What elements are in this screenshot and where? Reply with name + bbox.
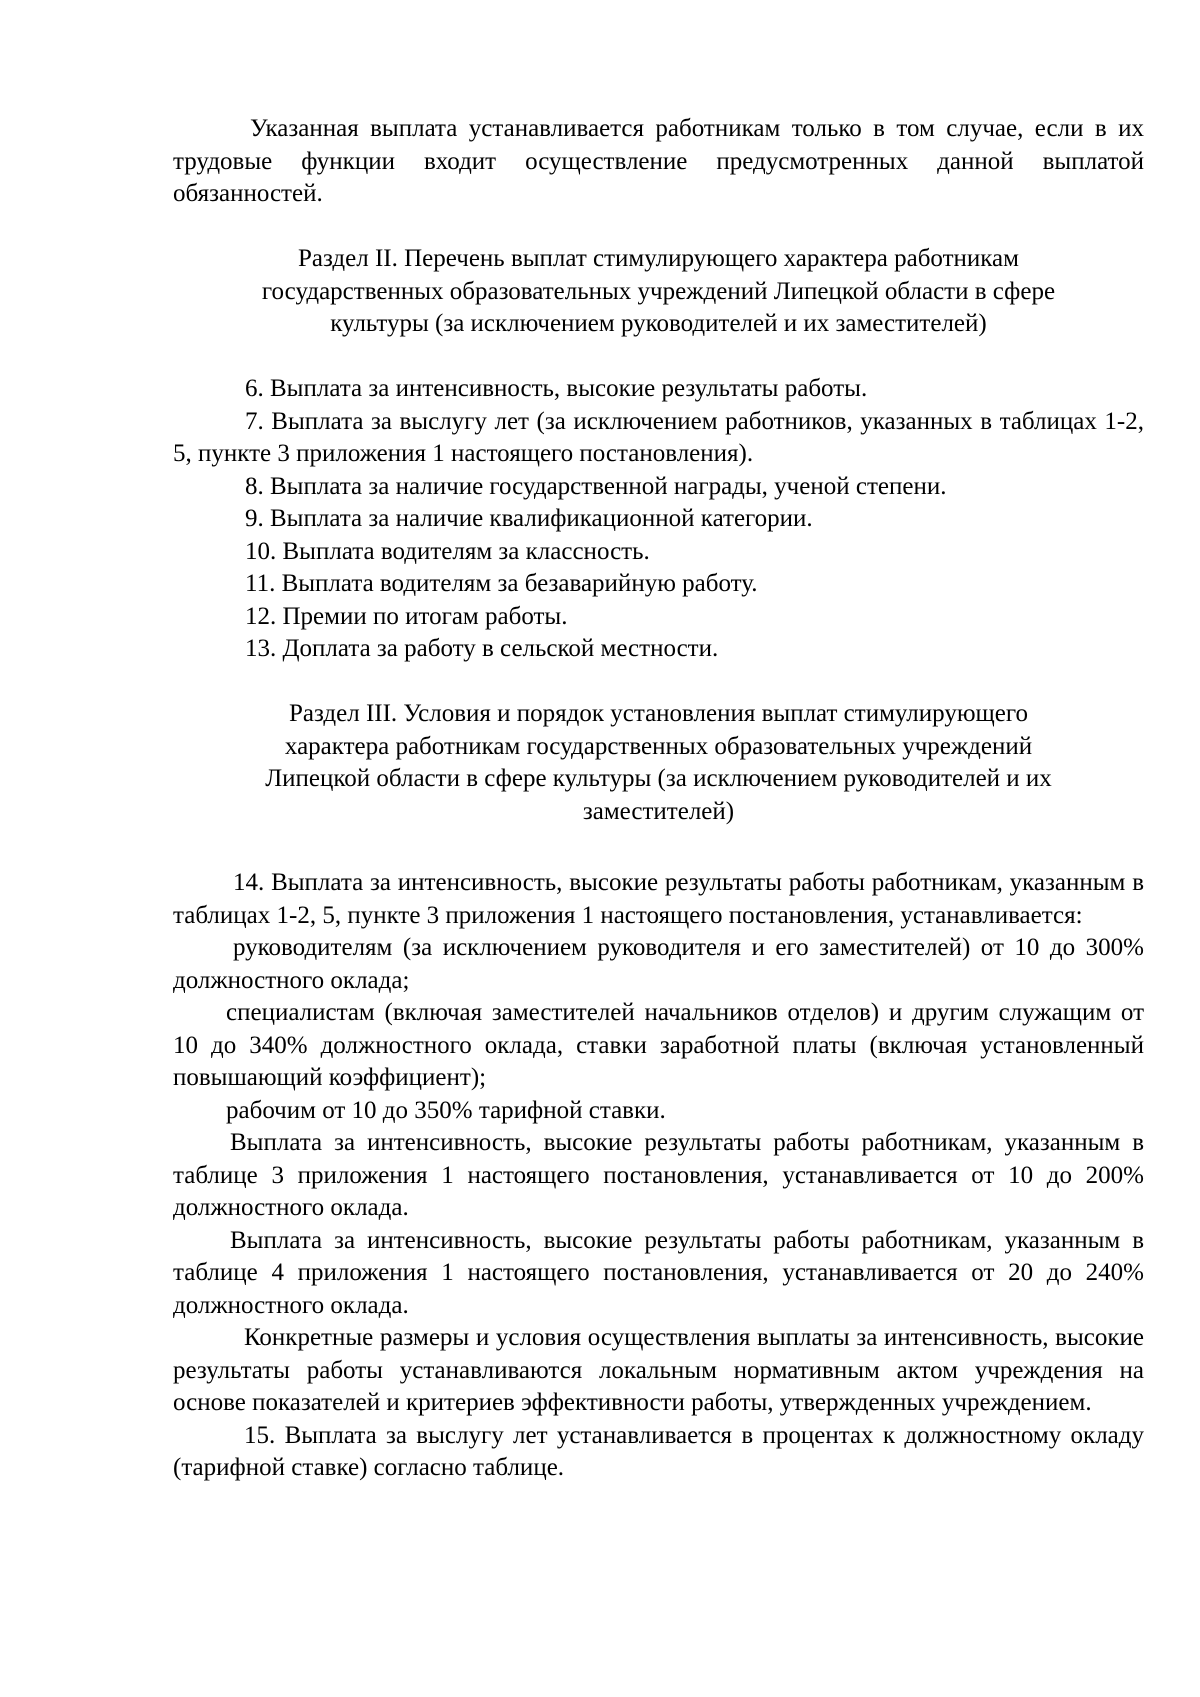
paragraph: рабочим от 10 до 350% тарифной ставки. <box>226 1096 666 1124</box>
intro-paragraph: Указанная выплата устанавливается работникам только в том случае, если в их трудовые функции входит осуществление предусмотренных данной выплатой обязанностей. <box>173 115 1144 207</box>
list-item: 6. Выплата за интенсивность, высокие результаты работы. <box>245 375 868 402</box>
paragraph: Выплата за интенсивность, высокие результаты работы работникам, указанным в таблице 4 приложения 1 настоящего постановления, устанавливается от 20 до 240% должностного оклада. <box>173 1226 1144 1319</box>
list-item: 7. Выплата за выслугу лет (за исключением работников, указанных в таблицах 1-2, 5, пункте 3 приложения 1 настоящего постановления). <box>173 407 1144 467</box>
paragraph: 14. Выплата за интенсивность, высокие результаты работы работникам, указанным в таблицах 1-2, 5, пункте 3 приложения 1 настоящего постановления, устанавливается: <box>173 869 1144 929</box>
spacer <box>173 341 1144 374</box>
spacer <box>173 211 1144 244</box>
section-2-heading <box>173 243 1144 341</box>
section-2-heading-line: государственных образовательных учреждений Липецкой области в сфере <box>261 277 1056 305</box>
section-2-list <box>173 373 1144 666</box>
paragraph: Конкретные размеры и условия осуществления выплаты за интенсивность, высокие результаты работы устанавливаются локальным нормативным актом учреждения на основе показателей и критериев эффективности работы, утвержденных учреждением. <box>173 1324 1144 1416</box>
list-item: 11. Выплата водителям за безаварийную работу. <box>245 570 758 597</box>
section-3-heading-line: Липецкой области в сфере культуры (за исключением руководителей и их <box>265 765 1052 792</box>
section-3-heading-line: заместителей) <box>582 797 735 825</box>
section-3-heading-line: Раздел III. Условия и порядок установления выплат стимулирующего <box>288 700 1028 727</box>
section-2-heading-line: Раздел II. Перечень выплат стимулирующего характера работникам <box>298 245 1019 272</box>
section-3-body <box>173 867 1144 1485</box>
list-item: 13. Доплата за работу в сельской местности. <box>245 635 719 662</box>
list-item: 12. Премии по итогам работы. <box>245 602 568 630</box>
spacer <box>173 666 1144 699</box>
paragraph: руководителям (за исключением руководителя и его заместителей) от 10 до 300% должностного оклада; <box>173 934 1144 994</box>
document-page <box>173 113 1144 1485</box>
section-3-heading <box>173 698 1144 828</box>
list-item: 10. Выплата водителям за классность. <box>245 537 650 565</box>
section-3-heading-line: характера работникам государственных образовательных учреждений <box>284 732 1033 760</box>
paragraph: специалистам (включая заместителей начальников отделов) и другим служащим от 10 до 340% должностного оклада, ставки заработной платы (включая установленный повышающий коэффициент); <box>173 999 1144 1091</box>
list-item: 8. Выплата за наличие государственной награды, ученой степени. <box>245 472 947 500</box>
list-item: 9. Выплата за наличие квалификационной категории. <box>245 505 813 532</box>
spacer <box>173 828 1144 867</box>
section-2-heading-line: культуры (за исключением руководителей и их заместителей) <box>330 310 987 337</box>
paragraph: 15. Выплата за выслугу лет устанавливается в процентах к должностному окладу (тарифной ставке) согласно таблице. <box>173 1421 1144 1481</box>
paragraph: Выплата за интенсивность, высокие результаты работы работникам, указанным в таблице 3 приложения 1 настоящего постановления, устанавливается от 10 до 200% должностного оклада. <box>173 1129 1144 1221</box>
